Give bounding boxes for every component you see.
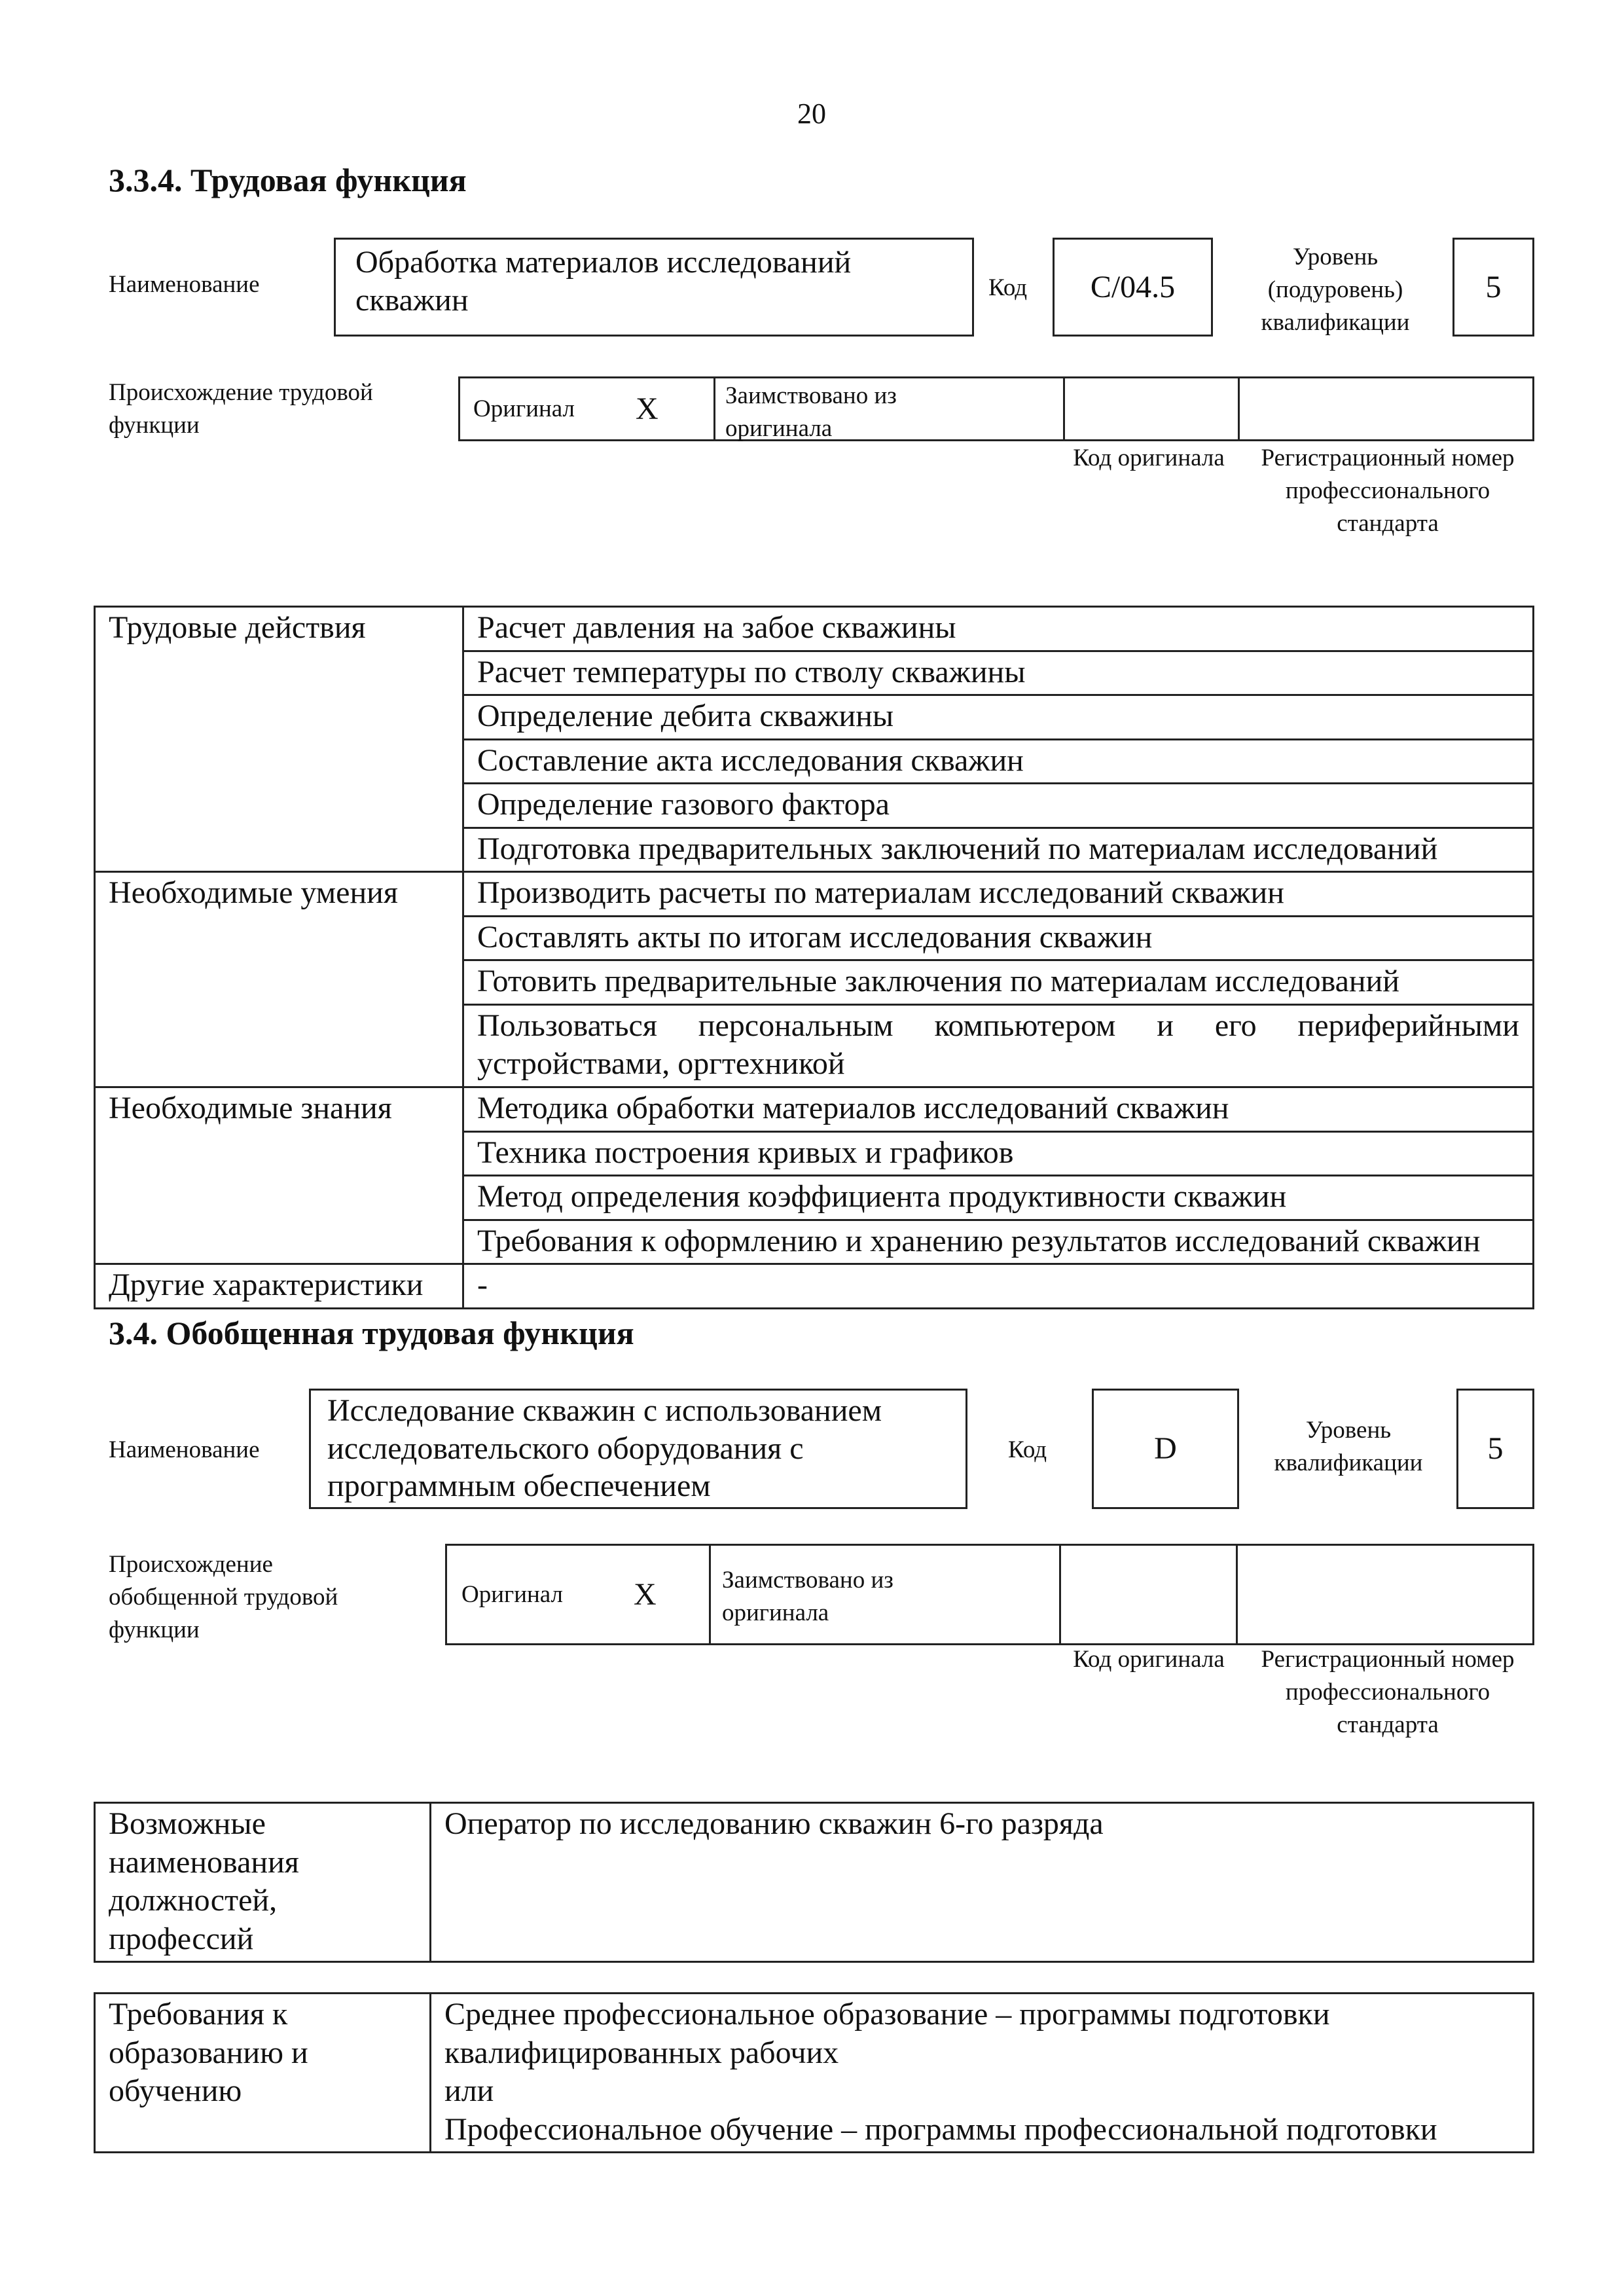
borrowed-label: Заимствовано из оригинала [725, 382, 897, 442]
row-label: Трудовые действия [95, 607, 463, 872]
education-table [94, 1992, 1534, 2153]
list-item: Готовить предварительные заключения по материалам исследований [463, 960, 1534, 1005]
education-line: Профессиональное обучение – программы профессиональной подготовки [444, 2111, 1437, 2147]
level-label: Уровень квалификации [1274, 1417, 1423, 1476]
function-details-table [94, 606, 1534, 1309]
row-label: Другие характеристики [95, 1264, 463, 1309]
divider [713, 378, 715, 439]
name-label: Наименование [109, 271, 260, 299]
level-value-box [1453, 238, 1534, 337]
original-mark: X [634, 1576, 657, 1612]
list-item: Требования к оформлению и хранению результатов исследований скважин [463, 1220, 1534, 1264]
origin-label: Происхождение трудовой функции [109, 379, 373, 439]
list-item: Подготовка предварительных заключений по материалам исследований [463, 828, 1534, 872]
code-label: Код [1008, 1436, 1047, 1464]
code-value-box [1092, 1389, 1239, 1509]
level-value: 5 [1487, 1431, 1504, 1467]
generalized-function-name-box [309, 1389, 967, 1509]
list-item: Расчет температуры по стволу скважины [463, 651, 1534, 695]
list-item: Метод определения коэффициента продуктивности скважин [463, 1176, 1534, 1220]
list-item: Расчет давления на забое скважины [463, 607, 1534, 651]
education-requirements [431, 1994, 1534, 2153]
level-value-box [1456, 1389, 1534, 1509]
origin-table [445, 1544, 1534, 1645]
list-item: Техника построения кривых и графиков [463, 1131, 1534, 1176]
list-item: - [463, 1264, 1534, 1309]
code-value: C/04.5 [1090, 269, 1176, 304]
reg-number-caption: Регистрационный номер профессионального стандарта [1261, 445, 1515, 537]
list-item: Пользоваться персональным компьютером и его периферийными устройствами, оргтехникой [463, 1004, 1534, 1087]
education-line: Среднее профессиональное образование – программы подготовки квалифицированных рабочих [444, 1997, 1330, 2070]
divider [709, 1546, 711, 1643]
divider [1063, 378, 1065, 439]
divider [1059, 1546, 1061, 1643]
code-label: Код [988, 274, 1028, 302]
code-value: D [1154, 1431, 1177, 1467]
section-title: 3.3.4. Трудовая функция [109, 162, 467, 198]
positions-table [94, 1802, 1534, 1963]
list-item: Методика обработки материалов исследований скважин [463, 1087, 1534, 1132]
code-value-box [1053, 238, 1213, 337]
function-name-value: Обработка материалов исследований скважин [355, 245, 852, 318]
reg-number-caption: Регистрационный номер профессионального стандарта [1261, 1646, 1515, 1738]
generalized-function-name-value: Исследование скважин с использованием исследовательского оборудования с программным обеспечением [327, 1393, 882, 1504]
list-item: Производить расчеты по материалам исследований скважин [463, 872, 1534, 917]
education-line: или [444, 2073, 494, 2109]
borrowed-label: Заимствовано из оригинала [722, 1567, 893, 1626]
level-label: Уровень (подуровень) квалификации [1261, 244, 1410, 336]
positions-label: Возможные наименования должностей, профессий [95, 1803, 431, 1962]
function-name-box [334, 238, 974, 337]
list-item: Составление акта исследования скважин [463, 739, 1534, 784]
page-number: 20 [797, 98, 826, 130]
original-mark: X [636, 391, 659, 426]
divider [1236, 1546, 1238, 1643]
divider [1238, 378, 1240, 439]
list-item: Определение газового фактора [463, 784, 1534, 828]
origin-label: Происхождение обобщенной трудовой функции [109, 1551, 338, 1643]
level-value: 5 [1485, 269, 1502, 304]
row-label: Необходимые знания [95, 1087, 463, 1264]
original-label: Оригинал [461, 1580, 564, 1608]
positions-value: Оператор по исследованию скважин 6-го разряда [431, 1803, 1534, 1962]
section-title: 3.4. Обобщенная трудовая функция [109, 1315, 634, 1351]
education-label: Требования к образованию и обучению [95, 1994, 431, 2153]
name-label: Наименование [109, 1436, 260, 1464]
origin-code-caption: Код оригинала [1073, 445, 1225, 471]
row-label: Необходимые умения [95, 872, 463, 1087]
origin-code-caption: Код оригинала [1073, 1646, 1225, 1673]
origin-table [458, 376, 1534, 441]
original-label: Оригинал [473, 395, 575, 422]
list-item: Составлять акты по итогам исследования скважин [463, 916, 1534, 960]
list-item: Определение дебита скважины [463, 695, 1534, 740]
